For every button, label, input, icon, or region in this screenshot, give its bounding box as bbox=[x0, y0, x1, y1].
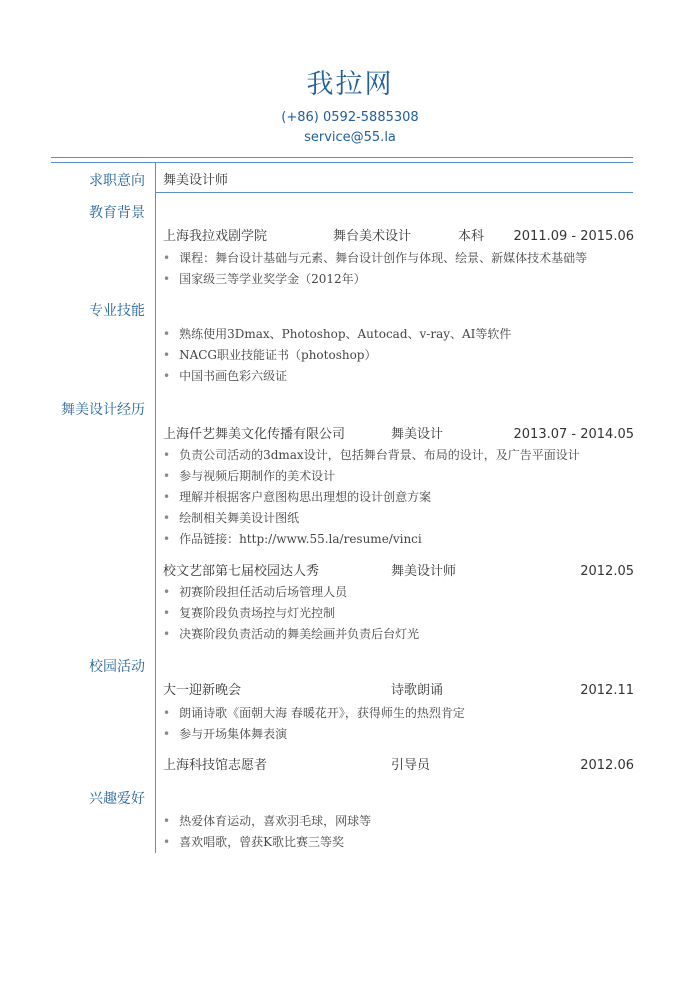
list-item: • 负责公司活动的3dmax设计，包括舞台背景、布局的设计，及广告平面设计 bbox=[163, 447, 634, 463]
section-label-education: 教育背景 bbox=[89, 205, 145, 221]
email-address: service@55.la bbox=[304, 130, 396, 145]
list-item: • 参与开场集体舞表演 bbox=[163, 726, 634, 742]
job-org: 校文艺部第七届校园达人秀 bbox=[163, 564, 320, 579]
resume-header bbox=[0, 68, 700, 148]
school-name: 上海我拉戏剧学院 bbox=[163, 229, 268, 244]
event-row bbox=[163, 757, 634, 775]
header-divider-bottom bbox=[51, 162, 633, 163]
education-row bbox=[163, 228, 634, 246]
list-item: • 决赛阶段负责活动的舞美绘画并负责后台灯光 bbox=[163, 626, 634, 642]
list-item: • 参与视频后期制作的美术设计 bbox=[163, 468, 634, 484]
list-item: • 朗诵诗歌《面朝大海 春暖花开》，获得师生的热烈肯定 bbox=[163, 705, 634, 721]
column-divider bbox=[155, 163, 156, 853]
list-item: • 国家级三等学业奖学金（2012年） bbox=[163, 271, 634, 287]
list-item: • 绘制相关舞美设计图纸 bbox=[163, 510, 634, 526]
list-item: • 课程：舞台设计基础与元素、舞台设计创作与体现、绘景、新媒体技术基础等 bbox=[163, 250, 634, 266]
list-item: • 复赛阶段负责场控与灯光控制 bbox=[163, 605, 634, 621]
section-label-skills: 专业技能 bbox=[89, 303, 145, 319]
list-item: • 热爱体育运动，喜欢羽毛球，网球等 bbox=[163, 813, 634, 829]
job-date: 2013.07 - 2014.05 bbox=[513, 427, 634, 442]
event-date: 2012.11 bbox=[580, 683, 634, 698]
list-item: • 中国书画色彩六级证 bbox=[163, 368, 634, 384]
list-item: • 初赛阶段担任活动后场管理人员 bbox=[163, 584, 634, 600]
major: 舞台美术设计 bbox=[333, 229, 412, 244]
section-label-experience: 舞美设计经历 bbox=[61, 402, 145, 418]
job-role: 舞美设计师 bbox=[391, 564, 457, 579]
candidate-name: 我拉网 bbox=[306, 69, 394, 100]
event-role: 引导员 bbox=[391, 758, 431, 773]
list-item: • NACG职业技能证书（photoshop） bbox=[163, 347, 634, 363]
job-date: 2012.05 bbox=[580, 564, 634, 579]
section-label-hobbies: 兴趣爱好 bbox=[89, 791, 145, 807]
event-row bbox=[163, 682, 634, 700]
degree: 本科 bbox=[458, 229, 485, 244]
education-date: 2011.09 - 2015.06 bbox=[513, 229, 634, 244]
job-row bbox=[163, 563, 634, 581]
list-item: • 熟练使用3Dmax、Photoshop、Autocad、v-ray、AI等软件 bbox=[163, 326, 634, 342]
phone-number: (+86) 0592-5885308 bbox=[281, 110, 419, 125]
job-role: 舞美设计 bbox=[391, 427, 444, 442]
job-org: 上海仟艺舞美文化传播有限公司 bbox=[163, 427, 346, 442]
job-row bbox=[163, 426, 634, 444]
list-item: • 喜欢唱歌，曾获K歌比赛三等奖 bbox=[163, 834, 634, 850]
event-name: 大一迎新晚会 bbox=[163, 683, 242, 698]
intent-divider bbox=[156, 192, 633, 193]
event-role: 诗歌朗诵 bbox=[391, 683, 444, 698]
header-divider-top bbox=[51, 157, 633, 158]
section-label-campus: 校园活动 bbox=[89, 659, 145, 675]
section-label-intent: 求职意向 bbox=[89, 173, 145, 189]
job-intent-value: 舞美设计师 bbox=[163, 173, 229, 188]
event-date: 2012.06 bbox=[580, 758, 634, 773]
list-item: • 理解并根据客户意图构思出理想的设计创意方案 bbox=[163, 489, 634, 505]
list-item: • 作品链接：http://www.55.la/resume/vinci bbox=[163, 531, 634, 547]
event-name: 上海科技馆志愿者 bbox=[163, 758, 268, 773]
